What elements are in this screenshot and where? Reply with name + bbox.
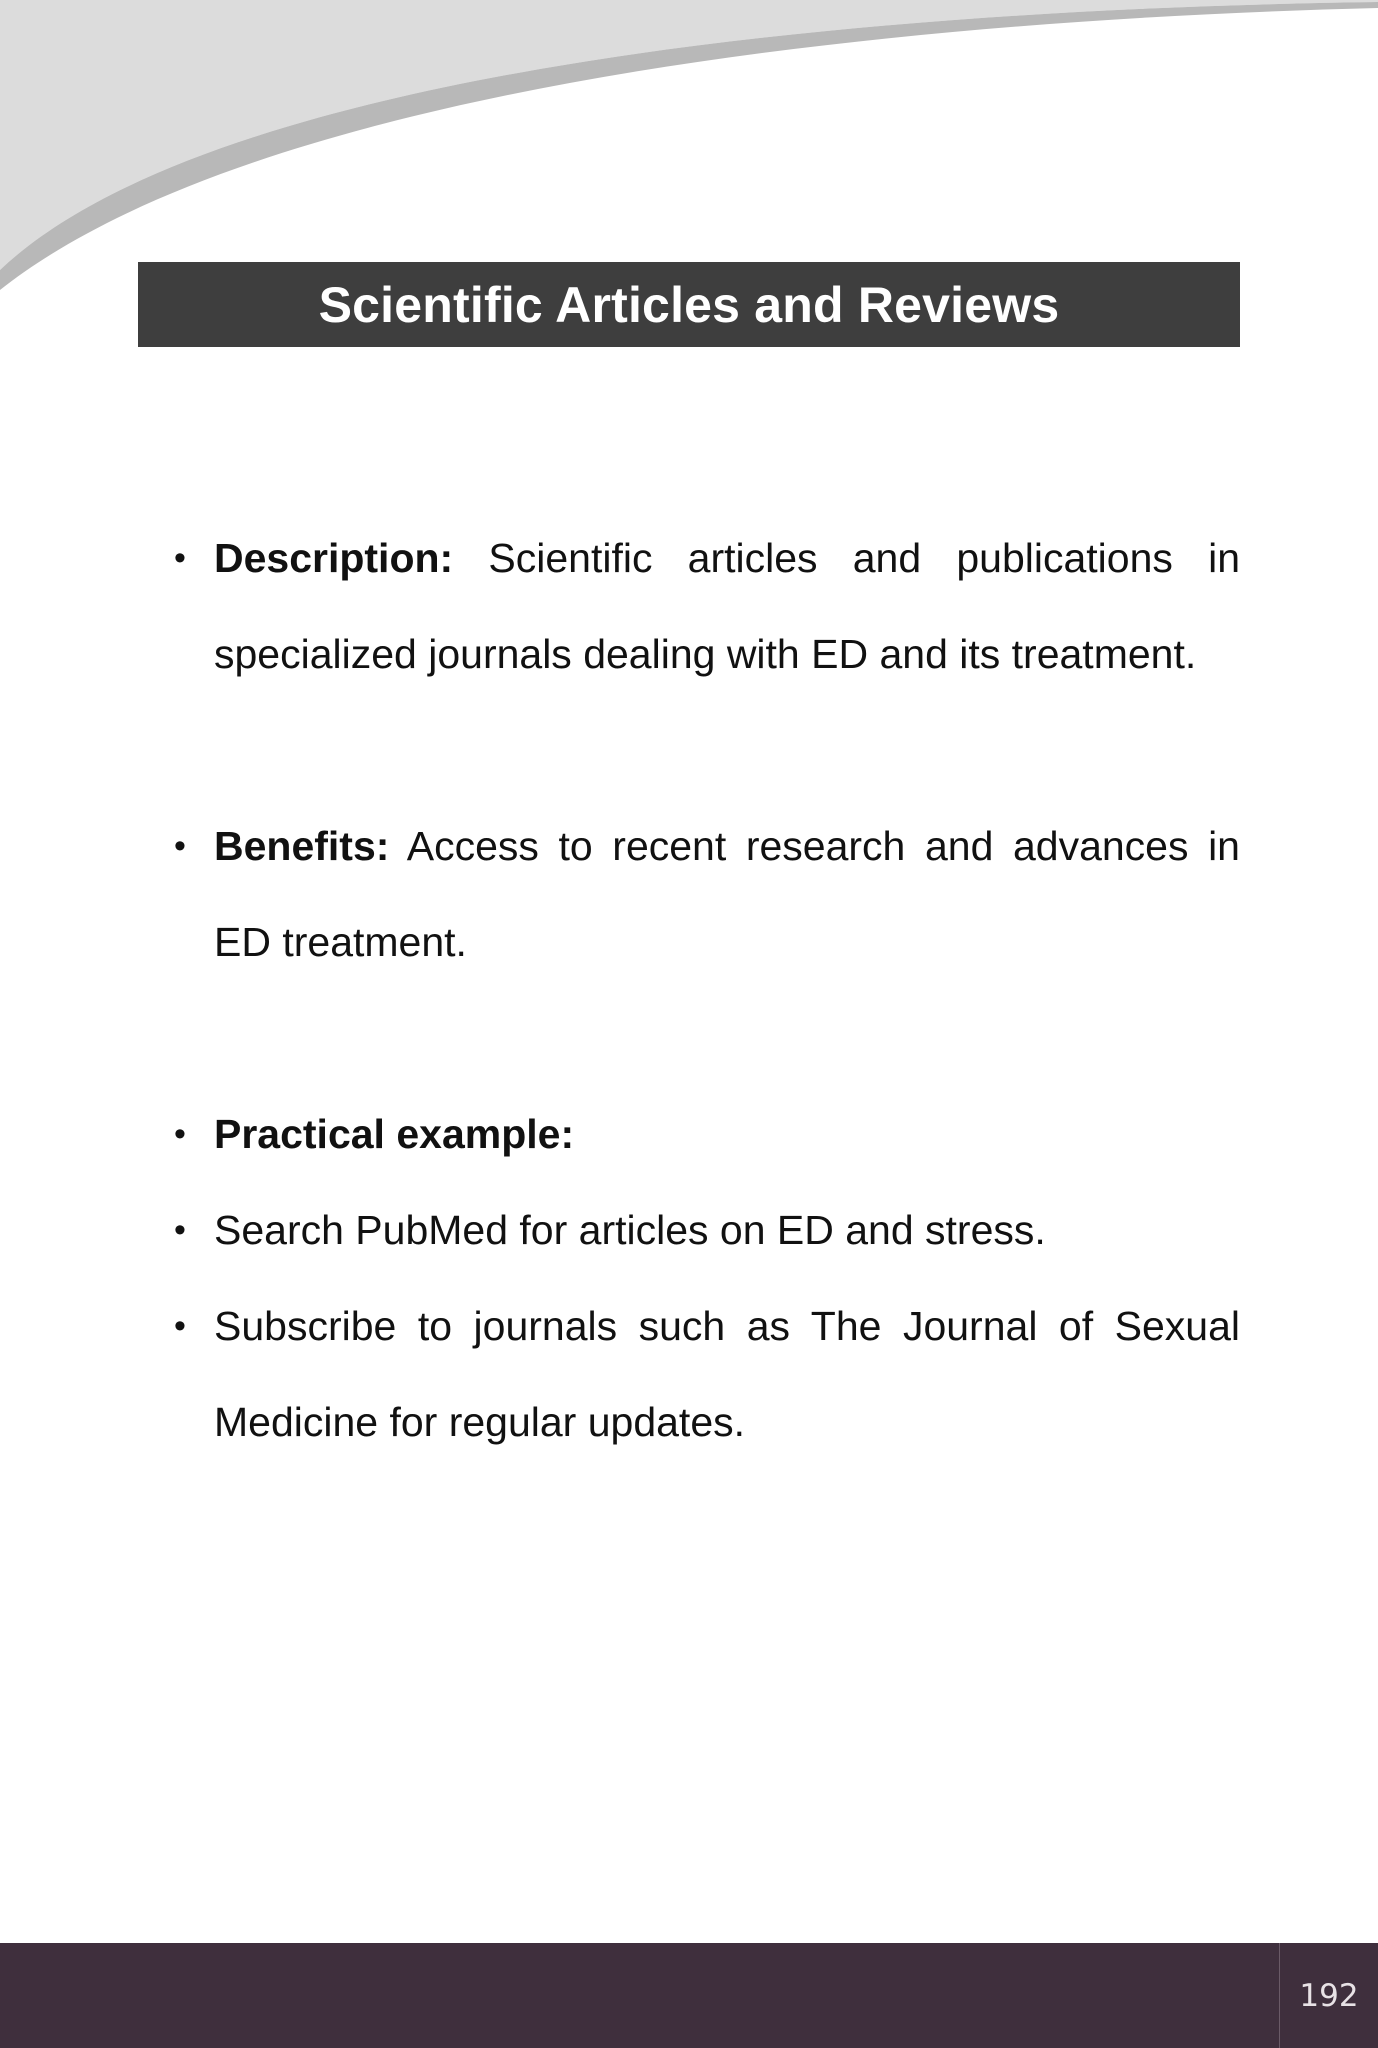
- page-number: 192: [1299, 1977, 1359, 2014]
- bullet-list: [174, 510, 1240, 1470]
- practical-example-label: Practical example:: [214, 1111, 575, 1157]
- list-item-practical-example: [174, 1086, 1240, 1182]
- list-item-description: [174, 510, 1240, 702]
- description-text: Scientific articles and publications in specialized journals dealing with ED and its treatment.: [214, 535, 1240, 677]
- section-title-bar: [138, 262, 1240, 347]
- bullet-icon: •: [174, 827, 186, 865]
- swoosh-light-shape: [0, 0, 1378, 270]
- corner-swoosh-decoration: [0, 0, 1378, 300]
- description-label: Description:: [214, 535, 454, 581]
- bullet-icon: •: [174, 539, 186, 577]
- bullet-icon: •: [174, 1211, 186, 1249]
- benefits-text: Access to recent research and advances in ED treatment.: [214, 823, 1240, 965]
- benefits-label: Benefits:: [214, 823, 390, 869]
- bullet-icon: •: [174, 1307, 186, 1345]
- list-item-example-1: [174, 1182, 1240, 1278]
- example-2-text: Subscribe to journals such as The Journal of Sexual Medicine for regular updates.: [214, 1303, 1240, 1445]
- example-1-text: Search PubMed for articles on ED and stress.: [214, 1207, 1046, 1253]
- page-title: Scientific Articles and Reviews: [318, 276, 1060, 333]
- bullet-icon: •: [174, 1115, 186, 1153]
- list-item-example-2: [174, 1278, 1240, 1470]
- page-number-box: [1279, 1943, 1378, 2048]
- list-item-benefits: [174, 798, 1240, 990]
- page-footer: [0, 1943, 1378, 2048]
